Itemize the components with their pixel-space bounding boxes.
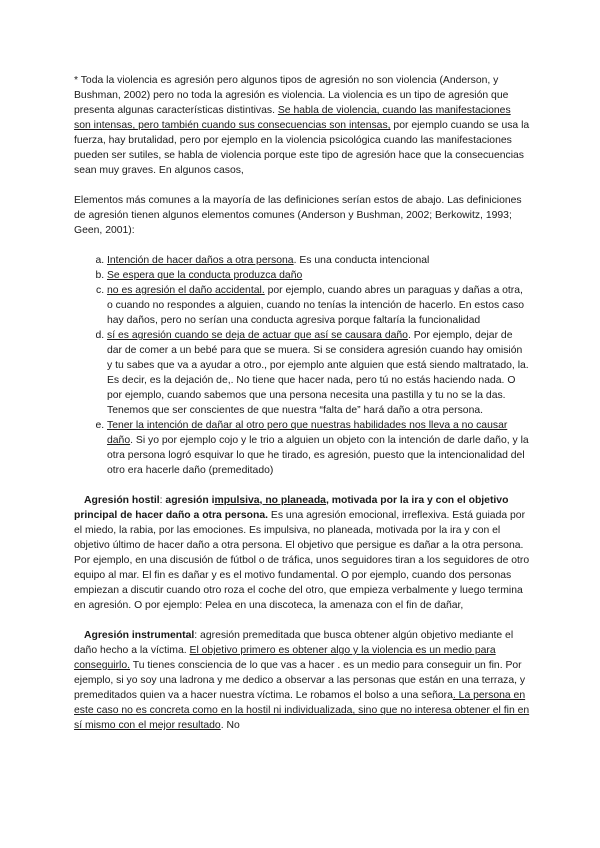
paragraph-hostile-aggression bbox=[74, 493, 530, 613]
spacer bbox=[74, 238, 530, 253]
text-span: . Por ejemplo, dejar de dar de comer a un bebé para que se muera. Si se considera agresión cuando hay omisión y tu sabes que va a ayudar a otro., por ejemplo ante alguien que está siendo maltratado, la. Es decir, es la dejación de,. No tiene que hacer nada, pero tú no estás haciendo nada. O por ejemplo, cuando sabemos que una persona necesita una pastilla y tu no se la das. Tenemos que ser conscientes de que nuestra “falta de” hará daño a otra persona. bbox=[107, 330, 529, 416]
bold-underlined-span: mpulsiva, no planeada bbox=[214, 495, 326, 506]
spacer bbox=[74, 613, 530, 628]
term-instrumental: Agresión instrumental bbox=[84, 630, 195, 641]
list-item-d bbox=[107, 328, 530, 418]
underlined-span: El objetivo primero es obtener algo y la violencia es un medio para conseguirlo. bbox=[74, 645, 496, 671]
list-item-a bbox=[107, 253, 530, 268]
text-span: Tu tienes consciencia de lo que vas a hacer . es un medio para conseguir un fin. Por ejemplo, si yo soy una ladrona y me dedico a observar a las personas que están en una terraza, y premeditados quien va a hacer nuestra víctima. Le robamos el bolso a una señora bbox=[74, 660, 526, 701]
text-span: . Si yo por ejemplo cojo y le trio a alguien un objeto con la intención de darle daño, y la otra persona logró esquivar lo que he tirado, es agresión, puesto que la intencionalidad del otro era hacerle daño (premeditado) bbox=[107, 435, 529, 476]
underlined-span: Tener la intención de dañar al otro pero que nuestras habilidades nos lleva a no causar daño bbox=[107, 420, 508, 446]
underlined-span: sí es agresión cuando se deja de actuar que así se causara daño bbox=[107, 330, 408, 341]
list-item-c bbox=[107, 283, 530, 328]
bold-span: agresión i bbox=[165, 495, 215, 506]
text-span: . No bbox=[220, 720, 240, 731]
spacer bbox=[74, 478, 530, 493]
text-span: . Es una conducta intencional bbox=[293, 255, 430, 266]
paragraph-violence bbox=[74, 73, 530, 178]
underlined-span: Se espera que la conducta produzca daño bbox=[107, 270, 303, 281]
underlined-span: Intención de hacer daños a otra persona bbox=[107, 255, 294, 266]
document-page bbox=[74, 73, 530, 733]
underlined-span: no es agresión el daño accidental. bbox=[107, 285, 265, 296]
list-item-e bbox=[107, 418, 530, 478]
spacer bbox=[74, 178, 530, 193]
paragraph-elements: Elementos más comunes a la mayoría de las definiciones serían estos de abajo. Las definiciones de agresión tienen algunos elementos comunes (Anderson y Bushman, 2002; Berkowitz, 1993; Geen, 2001): bbox=[74, 195, 522, 236]
text-span: * Toda la violencia es agresión pero algunos tipos de agresión no son violencia (Anderson, y Bushman, 2002) pero no toda la agresión es violencia. La violencia es un tipo de agresión que presenta algunas características distintivas. bbox=[74, 75, 509, 116]
text-span: Es una agresión emocional, irreflexiva. Está guiada por el miedo, la rabia, por las emociones. Es impulsiva, no planeada, motivada por la ira y con el objetivo último de hacer daño a otra persona. El objetivo que persigue es dañar a la otra persona. Por ejemplo, en una discusión de fútbol o de tráfica, unos seguidores tiran a los seguidores de otro equipo al mar. El fin es dañar y es el motivo fundamental. O por ejemplo, cuando dos personas empiezan a discutir cuando otro roza el coche del otro, que empieza verbalmente y luego termina en agresión. O por ejemplo: Pelea en una discoteca, la amenaza con el fin de dañar, bbox=[74, 510, 530, 611]
text-span: : bbox=[159, 495, 166, 506]
paragraph-instrumental-aggression bbox=[74, 628, 530, 733]
bold-span: , motivada por la ira y con el objetivo principal de hacer daño a otra persona. bbox=[74, 495, 509, 521]
text-span: por ejemplo, cuando abres un paraguas y dañas a otra, o cuando no respondes a alguien, cuando no tenías la intención de hacerlo. En estos caso hay daños, pero no serían una conducta agresiva porque faltaría la funcionalidad bbox=[107, 285, 525, 326]
text-span: por ejemplo cuando se usa la fuerza, hay brutalidad, pero por ejemplo en la violencia psicológica cuando las manifestaciones pueden ser sutiles, se habla de violencia porque este tipo de agresión hace que la consecuencias sean muy graves. En algunos casos, bbox=[74, 120, 530, 176]
underlined-span: Se habla de violencia, cuando las manifestaciones son intensas, pero también cuando sus consecuencias son intensas, bbox=[74, 105, 511, 131]
text-span: : agresión premeditada que busca obtener algún objetivo mediante el daño hecho a la víctima. bbox=[74, 630, 514, 656]
elements-list bbox=[74, 253, 530, 478]
list-item-b bbox=[107, 268, 530, 283]
term-hostile: Agresión hostil bbox=[84, 495, 160, 506]
underlined-span: . La persona en este caso no es concreta como en la hostil ni individualizada, sino que no interesa obtener el fin en sí mismo con el mejor resultado bbox=[74, 690, 530, 731]
